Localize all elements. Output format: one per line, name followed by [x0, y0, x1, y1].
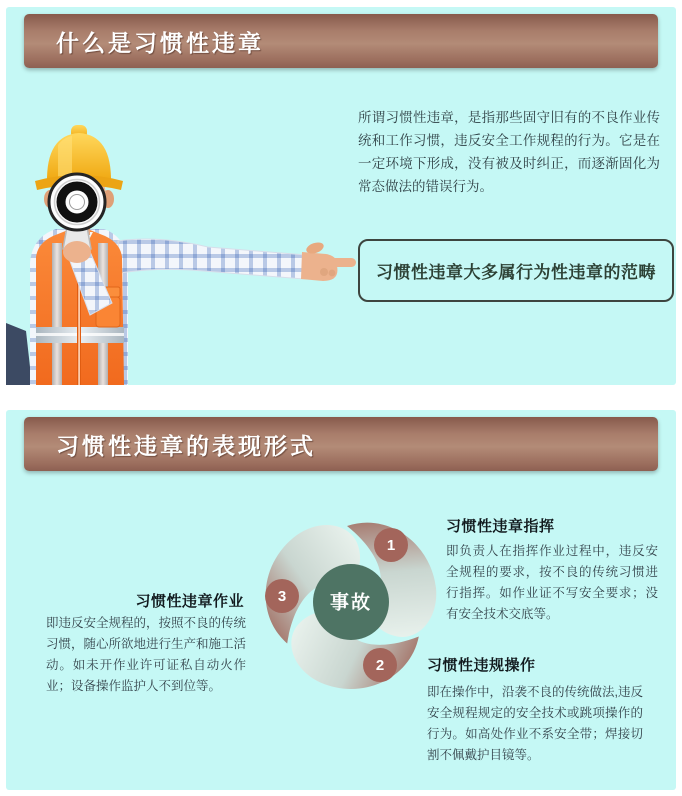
pointing-arm [118, 239, 356, 281]
item2-body: 即在操作中，沿袭不良的传统做法,违反安全规程规定的安全技术或跳项操作的行为。如高处作业不系安全带；焊接切割不佩戴护目镜等。 [427, 685, 643, 762]
section2-header-bar [24, 417, 658, 471]
number-badge-2 [363, 648, 397, 682]
pointing-hand-icon [301, 240, 356, 281]
item3-title: 习惯性违章作业 [135, 593, 244, 610]
definition-paragraph: 所谓习惯性违章，是指那些固守旧有的不良作业传统和工作习惯，违反安全工作规程的行为。它是在一定环境下形成，没有被及时纠正，而逐渐固化为常态做法的错误行为。 [358, 110, 660, 194]
item1-title: 习惯性违章指挥 [446, 518, 555, 535]
number-badge-3 [265, 579, 299, 613]
holding-hand [63, 241, 91, 263]
jeans-shape [6, 323, 32, 385]
item2-title: 习惯性违规操作 [427, 657, 536, 674]
section-what-is-panel [6, 7, 676, 385]
number-badge-1 [374, 528, 408, 562]
section-forms-panel [6, 410, 676, 790]
svg-text:3: 3 [277, 588, 287, 605]
section2-title: 习惯性违章的表现形式 [56, 433, 316, 459]
item1-body: 即负责人在指挥作业过程中，违反安全规程的要求，按不良的传统习惯进行指挥。如作业证不写安全要求；没有安全技术交底等。 [446, 544, 658, 621]
svg-text:2: 2 [375, 657, 385, 674]
worker-illustration [6, 95, 364, 385]
svg-text:1: 1 [386, 537, 396, 554]
section1-header-bar [24, 14, 658, 68]
section1-title: 什么是习惯性违章 [56, 30, 264, 56]
callout-box [358, 239, 674, 302]
center-label: 事故 [329, 592, 373, 614]
item3-body: 即违反安全规程的，按照不良的传统习惯，随心所欲地进行生产和施工活动。如未开作业许可证私自动火作业；设备操作监护人不到位等。 [46, 616, 247, 693]
callout-text: 习惯性违章大多属行为性违章的范畴 [376, 263, 656, 282]
